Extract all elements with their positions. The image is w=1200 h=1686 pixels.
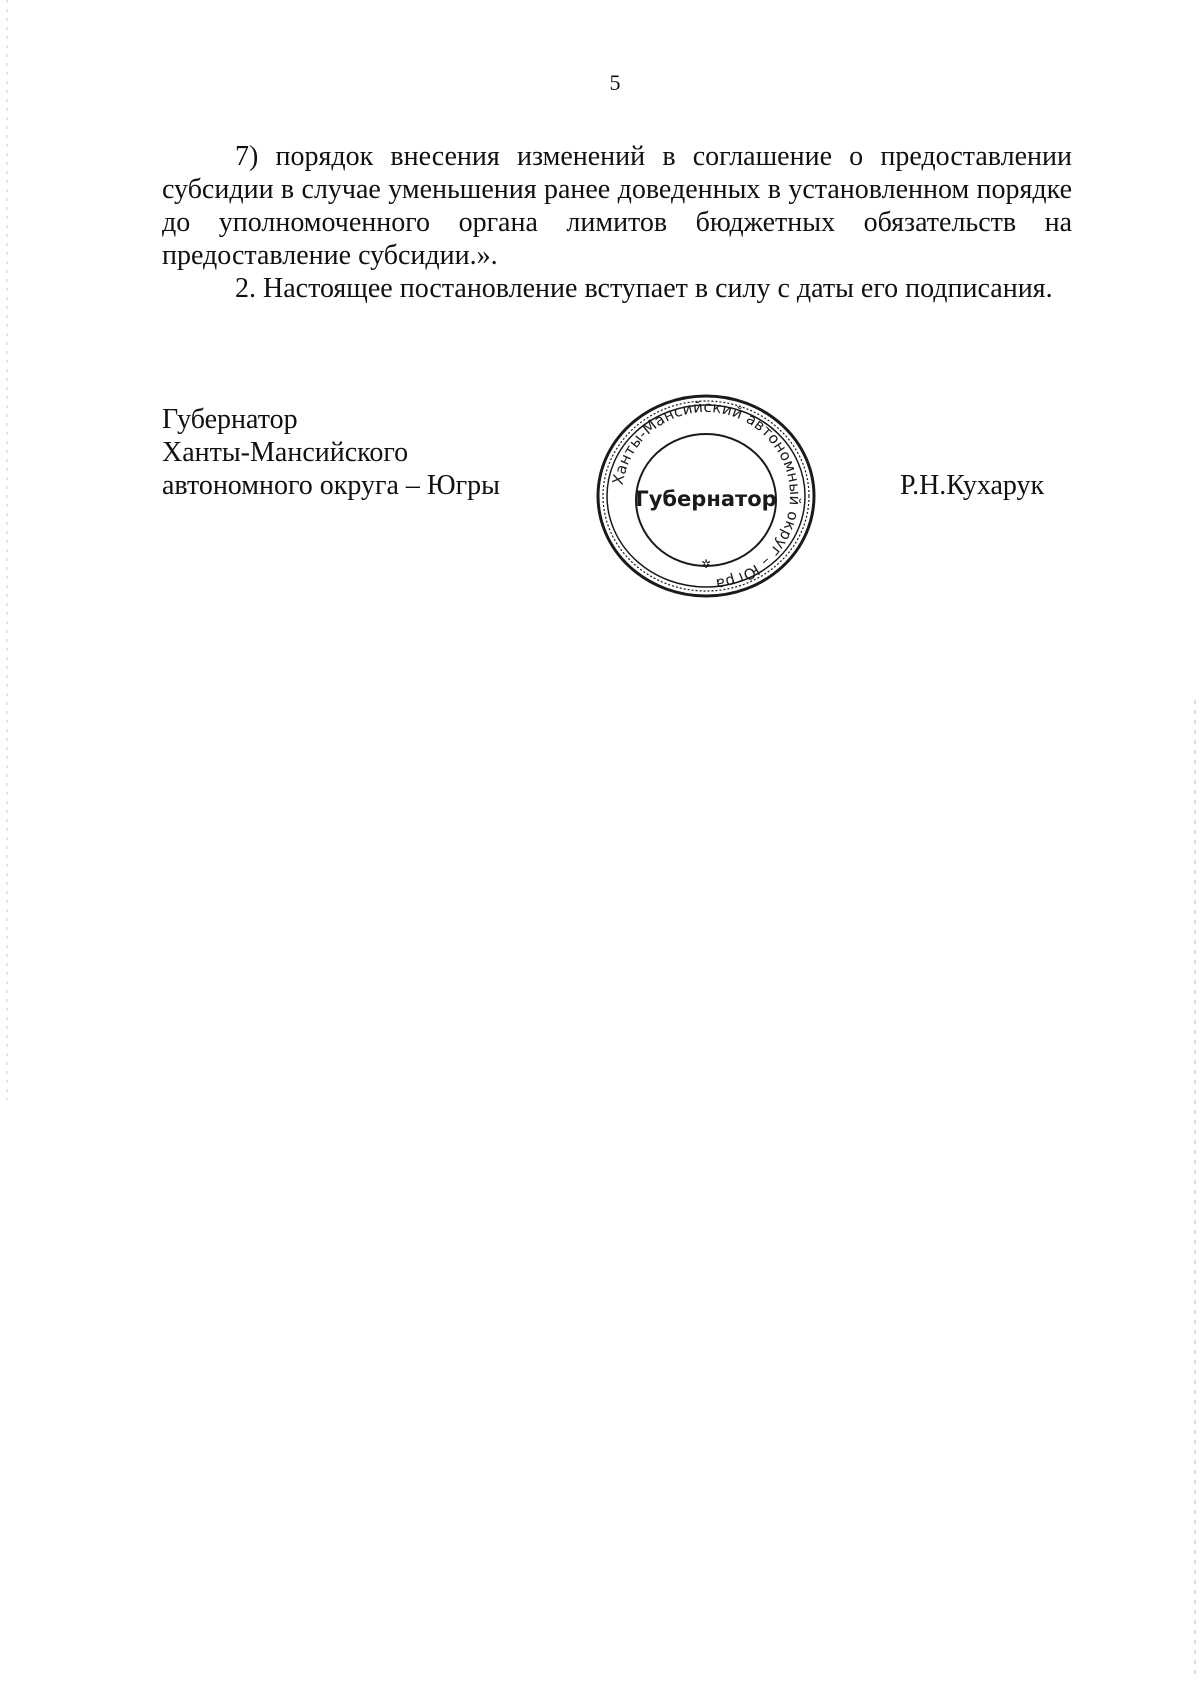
signatory-position-line: Губернатор	[162, 404, 298, 435]
svg-text:✲: ✲	[700, 557, 712, 571]
document-body	[162, 140, 1072, 305]
scan-edge-artifact	[6, 0, 8, 1100]
signatory-position-line: Ханты-Мансийского	[162, 437, 409, 468]
page-number: 5	[609, 70, 621, 95]
signatory-position	[162, 403, 500, 502]
signatory-position-line: автономного округа – Югры	[162, 470, 500, 501]
svg-text:Ханты-Мансийский автономный ок: Ханты-Мансийский автономный округ – Югра	[608, 397, 805, 594]
scan-edge-artifact	[1194, 700, 1196, 1680]
svg-text:Губернатор: Губернатор	[635, 487, 777, 511]
official-seal-stamp	[590, 388, 822, 604]
signatory-name: Р.Н.Кухарук	[900, 470, 1045, 501]
paragraph: 7) порядок внесения изменений в соглашение о предоставлении субсидии в случае уменьшения ранее доведенных в установленном порядке до уполномоченного органа лимитов бюджетных обязательств на предоставление субсидии.».	[162, 141, 1072, 271]
paragraph: 2. Настоящее постановление вступает в силу с даты его подписания.	[235, 273, 1053, 304]
